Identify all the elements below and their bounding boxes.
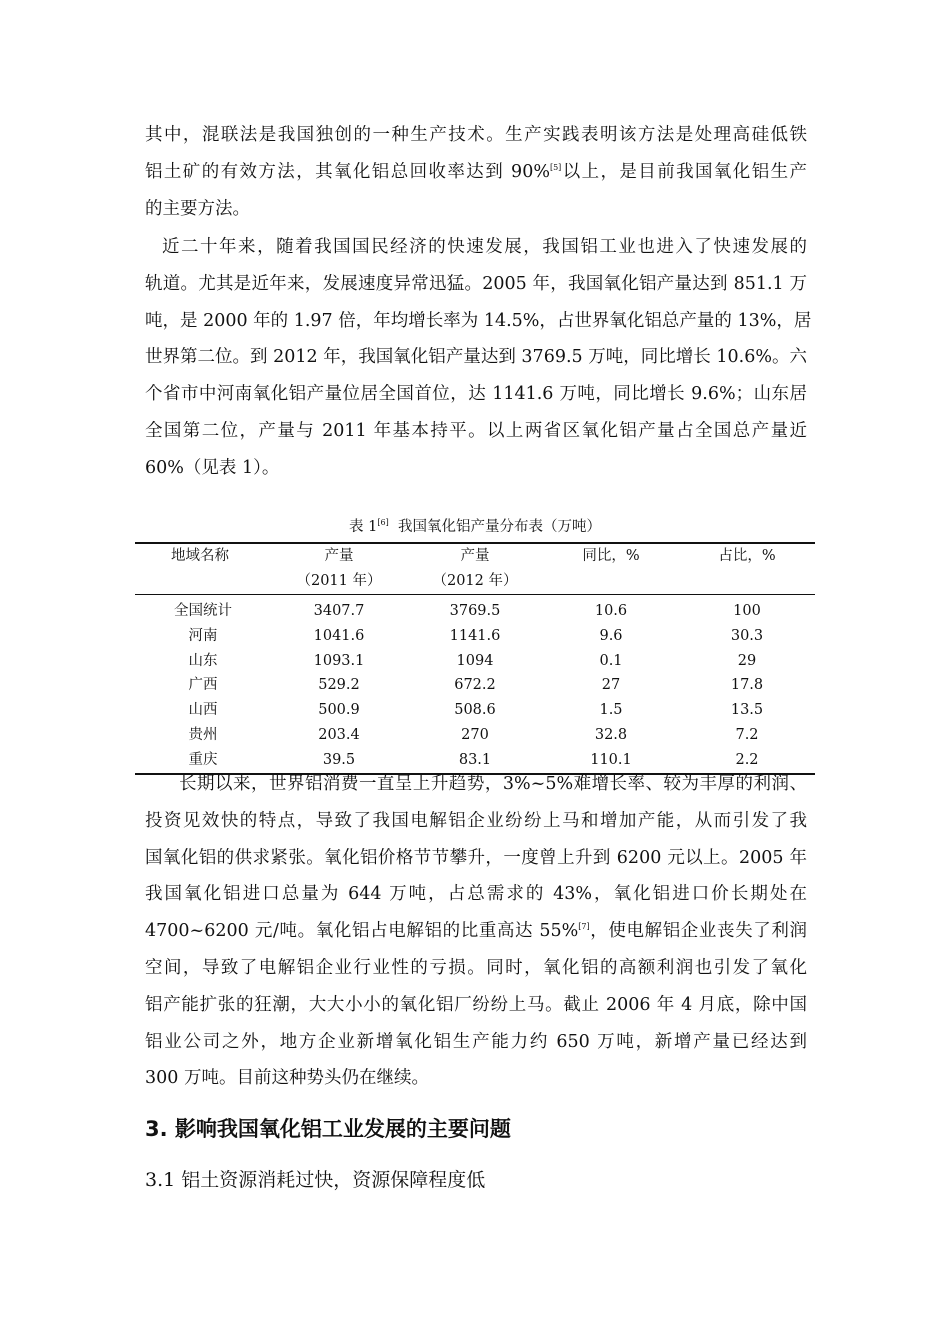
cell-yoy: 32.8 (594, 726, 628, 743)
text-line: 个省市中河南氧化铝产量位居全国首位，达 1141.6 万吨，同比增长 9.6%；山东居 (145, 384, 807, 405)
text-line: 我国氧化铝进口总量为 644 万吨，占总需求的 43%，氧化铝进口价长期处在 (145, 884, 807, 905)
cell-prod-2011: 500.9 (318, 702, 360, 719)
table-row (135, 649, 815, 674)
cell-prod-2012: 508.6 (454, 702, 496, 719)
section-heading-3-1: 3.1 铝土资源消耗过快，资源保障程度低 (145, 1169, 486, 1191)
caption-text: 我国氧化铝产量分布表（万吨） (388, 519, 601, 535)
text-line: 60%（见表 1）。 (145, 457, 280, 478)
cell-prod-2011: 3407.7 (313, 603, 365, 619)
cell-region: 山西 (188, 702, 218, 719)
paragraph-consumption-trend (145, 766, 807, 1097)
text-segment: 4700~6200 元/吨。氧化铝占电解铝的比重高达 55% (145, 921, 579, 942)
text-segment: ，使电解铝企业丧失了利润 (589, 921, 808, 942)
cell-prod-2012: 3769.5 (449, 603, 501, 619)
section-heading-3: 3. 影响我国氧化铝工业发展的主要问题 (145, 1117, 511, 1141)
header-prod-2011-year: （2011 年） (271, 569, 407, 595)
text-line: 300 万吨。目前这种势头仍在继续。 (145, 1068, 429, 1089)
cell-region: 贵州 (188, 726, 218, 743)
cell-yoy: 27 (601, 677, 621, 694)
header-yoy: 同比，% (543, 543, 679, 569)
paragraph-mixed-process (145, 117, 807, 227)
cell-share: 29 (737, 652, 757, 669)
citation-ref: [7] (578, 922, 590, 932)
citation-ref: [5] (549, 162, 562, 172)
text-line: 其中，混联法是我国独创的一种生产技术。生产实践表明该方法是处理高硅低铁 (145, 125, 807, 145)
cell-prod-2012: 1141.6 (449, 627, 501, 644)
paragraph-industry-growth (145, 229, 812, 487)
cell-share: 13.5 (730, 702, 764, 719)
cell-prod-2012: 83.1 (407, 748, 543, 774)
cell-prod-2012: 672.2 (454, 677, 496, 694)
cell-yoy: 110.1 (543, 748, 679, 774)
caption-prefix: 表 1 (349, 519, 378, 535)
text-line: 投资见效快的特点，导致了我国电解铝企业纷纷上马和增加产能，从而引发了我 (145, 810, 807, 831)
header-region: 地域名称 (135, 543, 271, 569)
text-line: 近二十年来，随着我国国民经济的快速发展，我国铝工业也进入了快速发展的 (162, 237, 807, 257)
cell-prod-2011: 1041.6 (313, 627, 365, 644)
header-share: 占比，% (679, 543, 815, 569)
cell-prod-2011: 203.4 (318, 726, 360, 743)
cell-share: 30.3 (730, 627, 764, 644)
table-row (135, 673, 815, 698)
header-prod-2011: 产量 (271, 543, 407, 569)
cell-share: 7.2 (735, 726, 759, 743)
text-line (145, 913, 807, 950)
text-line (145, 154, 807, 191)
table-header-row (135, 543, 815, 569)
text-line: 吨，是 2000 年的 1.97 倍，年均增长率为 14.5%，占世界氧化铝总产量的 13%，居 (145, 310, 812, 331)
header-prod-2012-year: （2012 年） (407, 569, 543, 595)
table-row (135, 723, 815, 748)
cell-prod-2012: 270 (461, 726, 489, 743)
table-row (135, 698, 815, 723)
text-line: 空间，导致了电解铝企业行业性的亏损。同时，氧化铝的高额利润也引发了氧化 (145, 957, 807, 978)
table-caption (0, 516, 950, 538)
text-line: 长期以来，世界铝消费一直呈上升趋势，3%~5%难增长率、较为丰厚的利润、 (179, 774, 807, 794)
header-prod-2012: 产量 (407, 543, 543, 569)
table-row (135, 624, 815, 649)
cell-region: 山东 (188, 652, 218, 669)
cell-share: 17.8 (730, 677, 764, 694)
table-row (135, 595, 815, 624)
text-line: 的主要方法。 (145, 198, 250, 219)
text-line: 全国第二位，产量与 2011 年基本持平。以上两省区氧化铝产量占全国总产量近 (145, 420, 807, 441)
cell-yoy: 0.1 (599, 652, 623, 669)
cell-region: 全国统计 (174, 603, 232, 619)
cell-region: 重庆 (135, 748, 271, 774)
text-line: 铝业公司之外，地方企业新增氧化铝生产能力约 650 万吨，新增产量已经达到 (145, 1031, 807, 1052)
cell-yoy: 1.5 (599, 702, 623, 719)
cell-prod-2011: 39.5 (271, 748, 407, 774)
cell-yoy: 10.6 (594, 603, 628, 619)
cell-prod-2012: 1094 (456, 652, 494, 669)
production-table (135, 542, 815, 775)
cell-share: 2.2 (679, 748, 815, 774)
cell-share: 100 (733, 603, 761, 619)
text-segment: 铝土矿的有效方法，其氧化铝总回收率达到 90% (145, 161, 550, 182)
text-line: 世界第二位。到 2012 年，我国氧化铝产量达到 3769.5 万吨，同比增长 10.6%。六 (145, 347, 807, 368)
text-line: 国氧化铝的供求紧张。氧化铝价格节节攀升，一度曾上升到 6200 元以上。2005 年 (145, 847, 807, 868)
cell-prod-2011: 1093.1 (313, 652, 365, 669)
cell-yoy: 9.6 (599, 627, 623, 644)
cell-region: 广西 (188, 677, 218, 694)
cell-prod-2011: 529.2 (318, 677, 360, 694)
text-line: 轨道。尤其是近年来，发展速度异常迅猛。2005 年，我国氧化铝产量达到 851.1 万 (145, 273, 807, 294)
cell-region: 河南 (188, 627, 218, 644)
table-header-subrow (135, 569, 815, 595)
text-line: 铝产能扩张的狂潮，大大小小的氧化铝厂纷纷上马。截止 2006 年 4 月底，除中国 (145, 994, 807, 1015)
text-segment: 以上，是目前我国氧化铝生产 (561, 161, 807, 182)
citation-ref: [6] (377, 518, 389, 528)
